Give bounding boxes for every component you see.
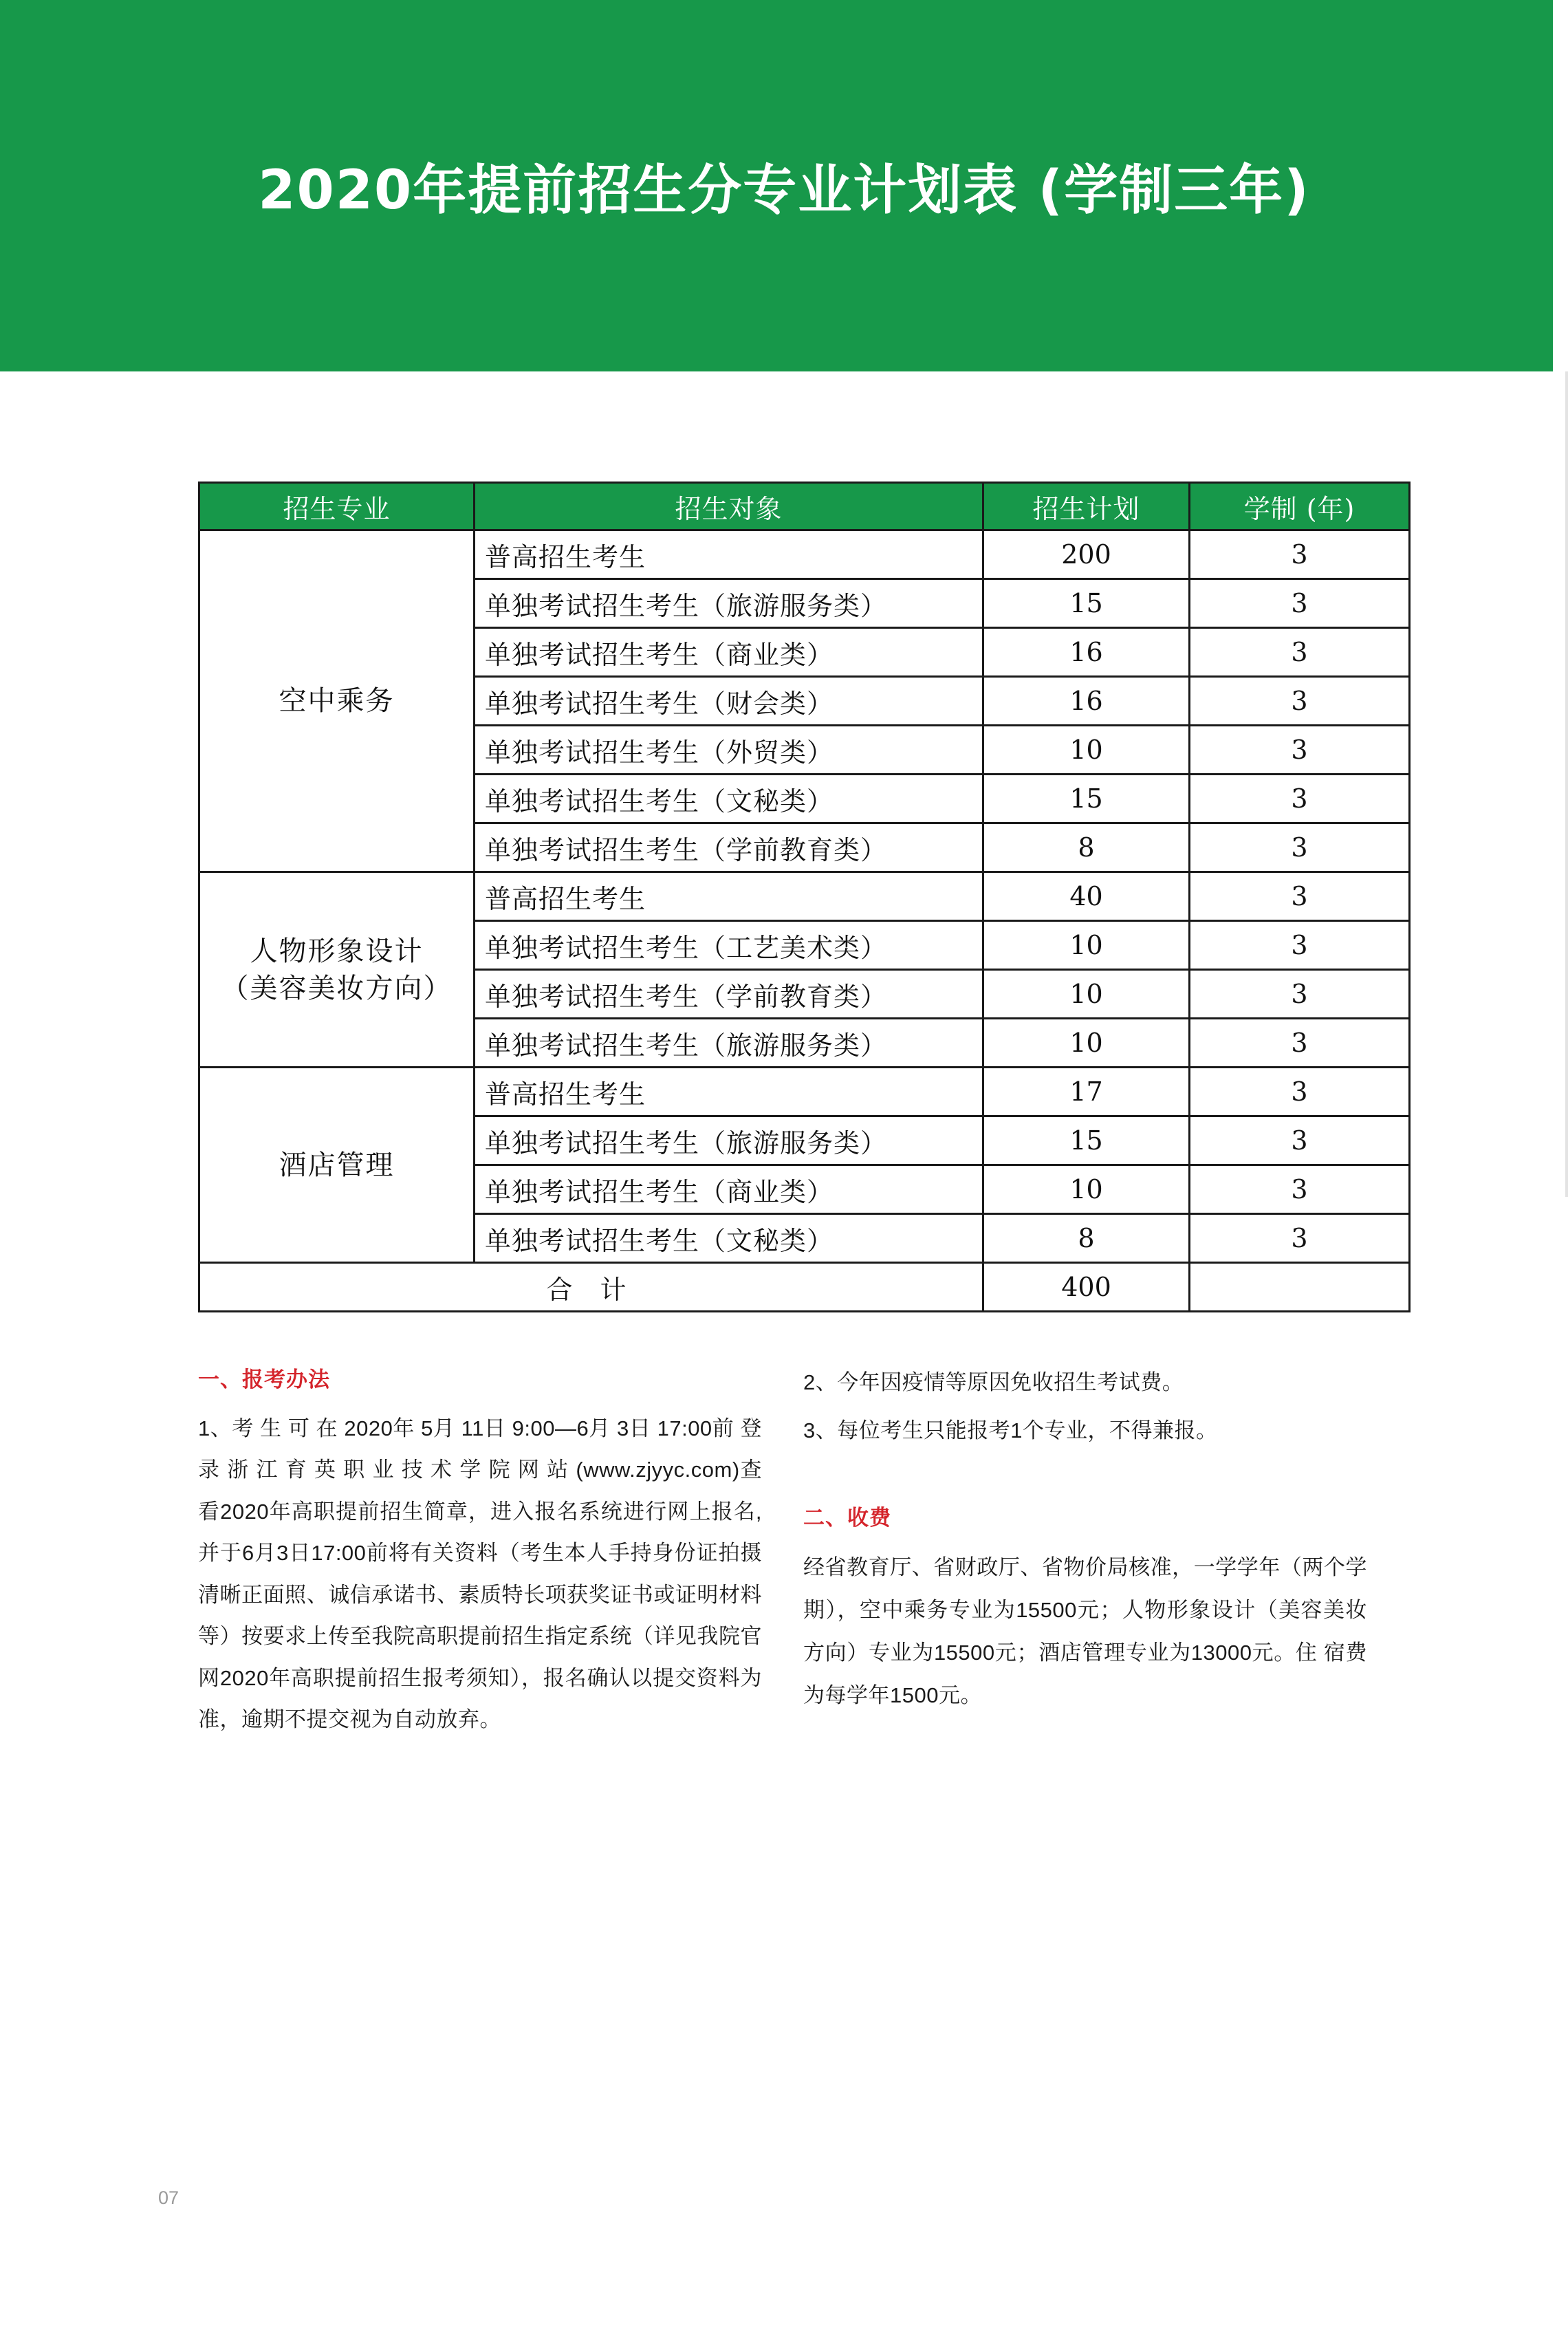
target-cell: 单独考试招生考生（旅游服务类） <box>475 579 983 628</box>
column-header-major: 招生专业 <box>199 483 475 530</box>
notes-column-left <box>198 1362 762 1748</box>
major-cell-hotel-management: 酒店管理 <box>199 1068 475 1263</box>
plan-cell: 15 <box>983 579 1190 628</box>
years-cell: 3 <box>1190 677 1410 726</box>
plan-cell: 8 <box>983 823 1190 872</box>
target-cell: 单独考试招生考生（财会类） <box>475 677 983 726</box>
total-plan-cell: 400 <box>983 1263 1190 1312</box>
years-cell: 3 <box>1190 628 1410 677</box>
table-row <box>199 872 1410 921</box>
years-cell: 3 <box>1190 1116 1410 1165</box>
years-cell: 3 <box>1190 872 1410 921</box>
years-cell: 3 <box>1190 1068 1410 1116</box>
table-row <box>199 530 1410 579</box>
target-cell: 单独考试招生考生（商业类） <box>475 1165 983 1214</box>
apply-item-3: 3、每位考生只能报考1个专业，不得兼报。 <box>803 1418 1218 1443</box>
years-cell: 3 <box>1190 921 1410 970</box>
target-cell: 普高招生考生 <box>475 1068 983 1116</box>
section-title-fee: 二、收费 <box>803 1505 891 1530</box>
page-edge-rule <box>1565 371 1568 1197</box>
target-cell: 普高招生考生 <box>475 530 983 579</box>
major-cell-image-design <box>199 872 475 1068</box>
major-cell-air-service: 空中乘务 <box>199 530 475 872</box>
apply-item-2: 2、今年因疫情等原因免收招生考试费。 <box>803 1370 1184 1394</box>
years-cell: 3 <box>1190 726 1410 775</box>
major-line-2: （美容美妆方向） <box>221 972 453 1004</box>
target-cell: 单独考试招生考生（学前教育类） <box>475 970 983 1019</box>
target-cell: 单独考试招生考生（商业类） <box>475 628 983 677</box>
target-cell: 单独考试招生考生（工艺美术类） <box>475 921 983 970</box>
notes-column-right <box>803 1362 1367 1748</box>
table-total-row <box>199 1263 1410 1312</box>
years-cell: 3 <box>1190 1214 1410 1263</box>
table-header-row <box>199 483 1410 530</box>
notes-section <box>198 1362 1429 1748</box>
years-cell: 3 <box>1190 823 1410 872</box>
plan-cell: 10 <box>983 1165 1190 1214</box>
target-cell: 单独考试招生考生（旅游服务类） <box>475 1116 983 1165</box>
column-header-target: 招生对象 <box>475 483 983 530</box>
column-header-plan: 招生计划 <box>983 483 1190 530</box>
table-row <box>199 1068 1410 1116</box>
major-line-1: 人物形象设计 <box>250 935 424 967</box>
page-number: 07 <box>158 2187 179 2208</box>
apply-item-1: 1、考 生 可 在 2020年 5月 11日 9:00—6月 3日 17:00前 登 录 浙 江 育 英 职 业 技 术 学 院 网 站 (www.zjyyc.com)查看2020年高职提前招生简章，进入报名系统进行网上报名,并于6月3日17:00前将有关资料（考生本人手持身份证拍摄清晰正面照、诚信承诺书、素质特长项获奖证书或证明材料等）按要求上传至我院高职提前招生指定系统（详见我院官网2020年高职提前招生报考须知），报名确认以提交资料为准，逾期不提交视为自动放弃。 <box>198 1416 762 1732</box>
plan-cell: 10 <box>983 726 1190 775</box>
section-title-apply: 一、报考办法 <box>198 1367 330 1392</box>
plan-cell: 10 <box>983 1019 1190 1068</box>
plan-cell: 40 <box>983 872 1190 921</box>
plan-cell: 16 <box>983 677 1190 726</box>
target-cell: 单独考试招生考生（文秘类） <box>475 775 983 823</box>
years-cell: 3 <box>1190 530 1410 579</box>
total-label-cell: 合 计 <box>199 1263 983 1312</box>
column-header-years: 学制 (年) <box>1190 483 1410 530</box>
enrollment-plan-table-wrapper <box>198 482 1408 1312</box>
plan-cell: 10 <box>983 970 1190 1019</box>
fee-text: 经省教育厅、省财政厅、省物价局核准，一学学年（两个学期），空中乘务专业为15500元；人物形象设计（美容美妆方向）专业为15500元；酒店管理专业为13000元。住 宿费为每学年1500元。 <box>803 1555 1367 1707</box>
target-cell: 普高招生考生 <box>475 872 983 921</box>
years-cell: 3 <box>1190 579 1410 628</box>
target-cell: 单独考试招生考生（文秘类） <box>475 1214 983 1263</box>
years-cell: 3 <box>1190 775 1410 823</box>
plan-cell: 16 <box>983 628 1190 677</box>
total-years-cell <box>1190 1263 1410 1312</box>
target-cell: 单独考试招生考生（学前教育类） <box>475 823 983 872</box>
plan-cell: 17 <box>983 1068 1190 1116</box>
target-cell: 单独考试招生考生（外贸类） <box>475 726 983 775</box>
page-title: 2020年提前招生分专业计划表 (学制三年) <box>258 160 1310 221</box>
years-cell: 3 <box>1190 1165 1410 1214</box>
target-cell: 单独考试招生考生（旅游服务类） <box>475 1019 983 1068</box>
years-cell: 3 <box>1190 1019 1410 1068</box>
years-cell: 3 <box>1190 970 1410 1019</box>
plan-cell: 10 <box>983 921 1190 970</box>
plan-cell: 200 <box>983 530 1190 579</box>
plan-cell: 15 <box>983 775 1190 823</box>
plan-cell: 15 <box>983 1116 1190 1165</box>
plan-cell: 8 <box>983 1214 1190 1263</box>
header-band <box>0 0 1568 371</box>
enrollment-plan-table <box>198 482 1411 1312</box>
